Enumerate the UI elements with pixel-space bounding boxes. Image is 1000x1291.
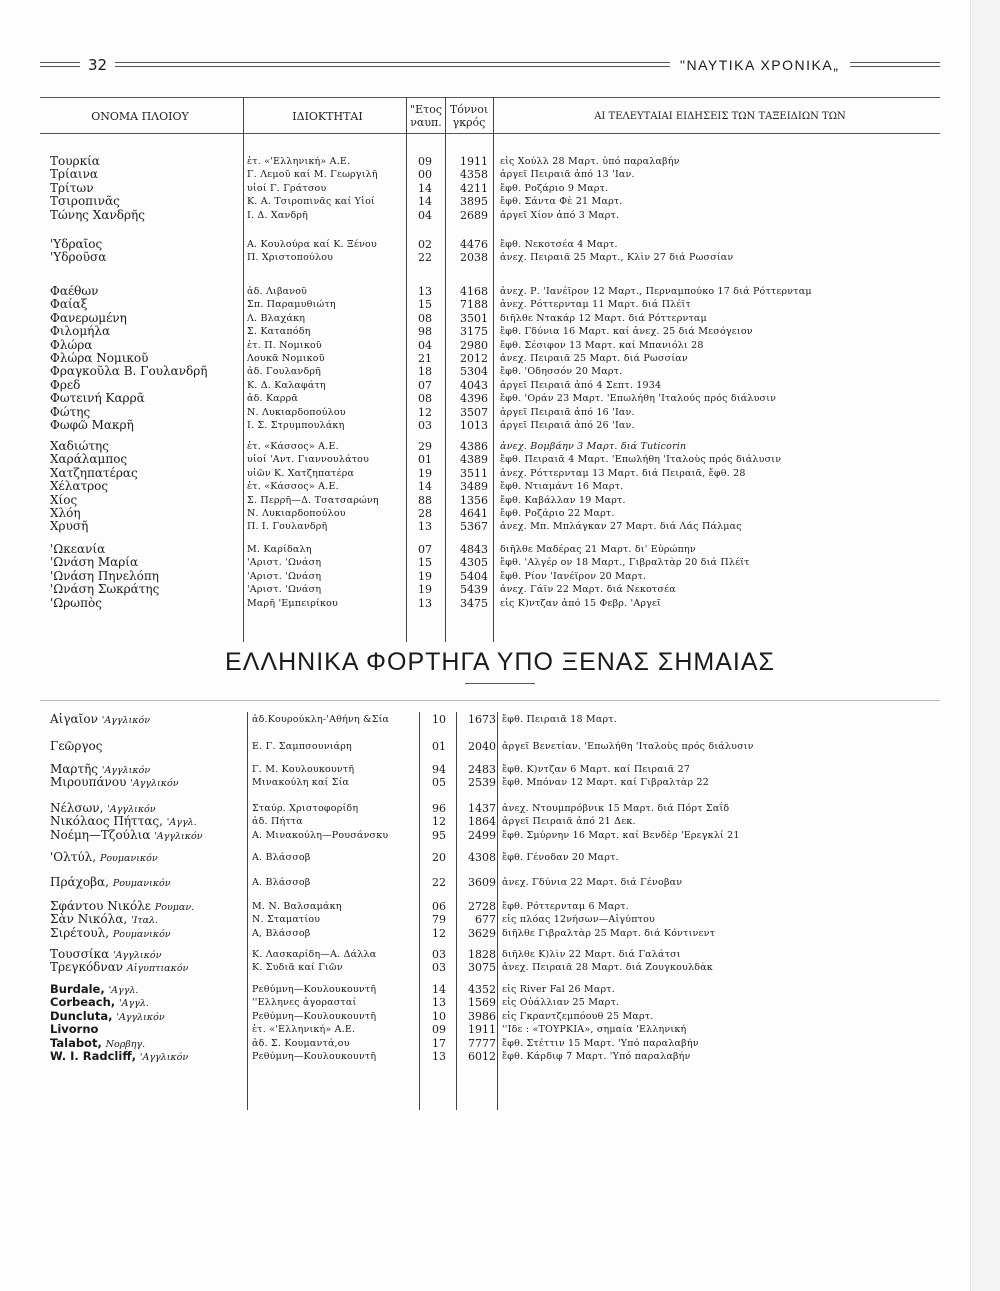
table-row: Φλώρα Νομικοῦ Λουκᾶ Νομικοῦ 21 2012 ἀνεχ. Πειραιᾶ 25 Μαρτ. διά Ρωσσίαν: [50, 351, 688, 365]
table-row: Corbeach, 'Αγγλ. ''Ελληνες ἀγορασταί 13 1569 εἰς Οὐάλλιαν 25 Μαρτ.: [50, 996, 620, 1010]
table-row: Αἰγαῖον 'Αγγλικόν ἀδ.Κουρούκλη-'Αθήνη &Σία 10 1673 ἔφθ. Πειραιᾶ 18 Μαρτ.: [50, 713, 617, 726]
table-row: Νικόλαος Πήττας, 'Αγγλ. ἀδ. Πήττα 12 1864 ἀργεῖ Πειραιᾶ ἀπό 21 Δεκ.: [50, 815, 636, 829]
table-row: Χέλατρος ἑτ. «Κάσσος» Α.Ε. 14 3489 ἔφθ. Ντιαμάντ 16 Μαρτ.: [50, 480, 624, 494]
table-row: Γεῶργος Ε. Γ. Σαμπσουνιάρη 01 2040 ἀργεῖ Βενετίαν. 'Επωλήθη 'Ιταλοὺς πρός διάλυσιν: [50, 740, 754, 753]
table-row: Φαίαξ Σπ. Παραμυθιώτη 15 7188 ἀνεχ. Ρόττερνταμ 11 Μαρτ. διά Πλέϊτ: [50, 298, 691, 312]
table-row: Φωτεινή Καρρᾶ ἀδ. Καρρᾶ 08 4396 ἔφθ. 'Οράν 23 Μαρτ. 'Επωλήθη 'Ιταλούς πρός διάλυσιν: [50, 392, 777, 406]
table-row: Μαρτῆς 'Αγγλικόν Γ. Μ. Κουλουκουντῆ 94 2483 ἔφθ. Κ)ντζαν 6 Μαρτ. καί Πειραιᾶ 27: [50, 763, 691, 776]
foreign-group-o: [0, 851, 1000, 864]
col-header-name: ΟΝΟΜΑ ΠΛΟΙΟΥ: [91, 110, 189, 123]
ship-group-ch: [0, 440, 1000, 534]
table-row: 'Υδραῖος Α. Κουλούρα καί Κ. Ξένου 02 4476 ἔφθ. Νεκοτσέα 4 Μαρτ.: [50, 238, 618, 251]
foreign-group-n: [0, 802, 1000, 842]
table-row: Τρίαινα Γ. Λεμοῦ καί Μ. Γεωργιλῆ 00 4358 ἀργεῖ Πειραιᾶ ἀπό 13 'Ιαν.: [50, 168, 635, 182]
title-underline: [465, 683, 535, 684]
table-row: 'Ωνάση Μαρία 'Αριστ. 'Ωνάση 15 4305 ἔφθ. 'Αλγέρ ον 18 Μαρτ., Γιβραλτὰρ 20 διά Πλέϊτ: [50, 556, 750, 570]
table-row: Χαράλαμπος υἱοί 'Αντ. Γιαννουλάτου 01 4389 ἔφθ. Πειραιᾶ 4 Μαρτ. 'Επωλήθη 'Ιταλοὺς πρός διάλυσιν: [50, 453, 782, 467]
col-header-tons: Τόννοι γκρός: [449, 103, 489, 129]
table-row: Μιρουπάνου 'Αγγλικόν Μινακούλη καί Σία 05 2539 ἔφθ. Μπόναν 12 Μαρτ. καί Γιβραλτὰρ 22: [50, 776, 710, 790]
page-number: 32: [88, 56, 108, 74]
table-row: Duncluta, 'Αγγλικόν Ρεθύμνη—Κουλουκουντῆ 10 3986 εἰς Γκραντζεμπόουθ 25 Μαρτ.: [50, 1009, 654, 1023]
ship-group-t: [0, 155, 1000, 222]
foreign-group-p: [0, 876, 1000, 889]
table-row: Φώτης Ν. Λυκιαρδοπούλου 12 3507 ἀργεῖ Πειραιᾶ ἀπό 16 'Ιαν.: [50, 405, 635, 419]
table-row: Σὰν Νικόλα, 'Ιταλ. Ν. Σταματίου 79 677 εἰς πλόας 12νήσων—Αἰγύπτου: [50, 913, 656, 927]
table-row: Burdale, 'Αγγλ. Ρεθύμνη—Κουλουκουντῆ 14 4352 εἰς River Fal 26 Μαρτ.: [50, 983, 615, 996]
table-row: 'Ωνάση Πηνελόπη 'Αριστ. 'Ωνάση 19 5404 ἔφθ. Ρίον 'Ιανέϊρον 20 Μαρτ.: [50, 569, 647, 583]
ship-group-f: [0, 285, 1000, 432]
table-row: W. I. Radcliff, 'Αγγλικόν Ρεθύμνη—Κουλουκουντῆ 13 6012 ἔφθ. Κάρδιφ 7 Μαρτ. 'Υπό παραλαβήν: [50, 1049, 691, 1063]
header-rule-center: [115, 62, 670, 67]
table-row: Τσιροπινᾶς Κ. Α. Τσιροπινᾶς καί Υἱοί 14 3895 ἔφθ. Σάντα Φὲ 21 Μαρτ.: [50, 195, 623, 209]
table-row: Φωφῶ Μακρῆ Ι. Σ. Στρυμπουλάκη 03 1013 ἀργεῖ Πειραιᾶ ἀπό 26 'Ιαν.: [50, 418, 635, 432]
foreign-group-g: [0, 740, 1000, 753]
table-row: Χαδιώτης ἑτ. «Κάσσος» Α.Ε. 29 4386 ἀνεχ. Βομβάην 3 Μαρτ. διά Tuticorin: [50, 440, 687, 453]
table-row: Φανερωμένη Λ. Βλαχάκη 08 3501 διῆλθε Ντακάρ 12 Μαρτ. διά Ρόττερνταμ: [50, 311, 707, 325]
table-row: Χατζηπατέρας υἱῶν Κ. Χατζηπατέρα 19 3511 ἀνεχ. Ρόττερνταμ 13 Μαρτ. διά Πειραιᾶ, ἔφθ. 28: [50, 466, 746, 480]
foreign-group-m: [0, 763, 1000, 790]
foreign-group-a: [0, 713, 1000, 726]
foreign-group-t: [0, 948, 1000, 975]
table-row: Talabot, Νορβηγ. ἀδ. Σ. Κουμαντά,ου 17 7777 ἔφθ. Στέττιν 15 Μαρτ. 'Υπό παραλαβήν: [50, 1036, 699, 1050]
table-row: Φραγκοῦλα Β. Γουλανδρῆ ἀδ. Γουλανδρῆ 18 5304 ἔφθ. 'Οδησσόν 20 Μαρτ.: [50, 365, 623, 379]
table-row: Σφάντου Νικόλε Ρουμαν. Μ. Ν. Βαλσαμάκη 06 2728 ἔφθ. Ρόττερνταμ 6 Μαρτ.: [50, 900, 629, 913]
header-rule-right: [850, 62, 940, 67]
foreign-group-s: [0, 900, 1000, 940]
col-header-year: "Ετος ναυπ.: [410, 103, 442, 129]
table-row: Τουσσίκα 'Αγγλικόν Κ. Λασκαρίδη—Α. Δάλλα 03 1828 διῆλθε Κ)λὶν 22 Μαρτ. διά Γαλάτσι: [50, 948, 681, 961]
table-row: Νέλσων, 'Αγγλικόν Σταύρ. Χριστοφορίδη 96 1437 ἀνεχ. Ντουμπρόβνικ 15 Μαρτ. διά Πόρτ Σαΐδ: [50, 802, 730, 815]
table-row: Τώνης Χανδρῆς Ι. Δ. Χανδρῆ 04 2689 ἀργεῖ Χίον ἀπό 3 Μαρτ.: [50, 208, 620, 222]
table-row: Τρεγκόδναν Αἰγυπτιακόν Κ. Συδιᾶ καί Γιῶν 03 3075 ἀνεχ. Πειραιᾶ 28 Μαρτ. διά Ζουγκουλδὰκ: [50, 961, 713, 975]
header-rule-left-double: [40, 62, 80, 67]
table-row: Φαέθων ἀδ. Λιβανοῦ 13 4168 ἀνεχ. Ρ. 'Ιανέϊρον 12 Μαρτ., Περναμπούκο 17 διά Ρόττερνταμ: [50, 285, 812, 298]
table-row: 'Ολτύλ, Ρουμανικόν Α. Βλάσσοβ 20 4308 ἔφθ. Γένοδαν 20 Μαρτ.: [50, 851, 619, 864]
table-row: Χλόη Ν. Λυκιαρδοπούλου 28 4641 ἔφθ. Ροζάριο 22 Μαρτ.: [50, 506, 615, 520]
table-row: 'Ωκεανία Μ. Καρίδαλη 07 4843 διῆλθε Μαδέρας 21 Μαρτ. δι' Εὐρώπην: [50, 543, 696, 556]
table-row: 'Ωρωπὸς Μαρῆ 'Εμπειρίκου 13 3475 εἰς Κ)ντζαν ἀπό 15 Φεβρ. 'Αργεῖ: [50, 596, 662, 610]
table-row: 'Υδροῦσα Π. Χριστοπούλου 22 2038 ἀνεχ. Πειραιᾶ 25 Μαρτ., Κλὶν 27 διά Ρωσσίαν: [50, 251, 734, 265]
table-row: 'Ωνάση Σωκράτης 'Αριστ. 'Ωνάση 19 5439 ἀνεχ. Γάϊν 22 Μαρτ. διά Νεκοτσέα: [50, 583, 676, 597]
journal-title: "ΝΑΥΤΙΚΑ ΧΡΟΝΙΚΑ„: [680, 57, 840, 73]
table-row: Φλώρα ἑτ. Π. Νομικοῦ 04 2980 ἔφθ. Σέσιφον 13 Μαρτ. καί Μπανιόλι 28: [50, 338, 704, 352]
table-row: Σιρέτουλ, Ρουμανικόν Α, Βλάσσοβ 12 3629 διῆλθε Γιβραλτὰρ 25 Μαρτ. διά Κόντινεντ: [50, 926, 716, 940]
table-row: Φρεδ Κ. Δ. Καλαφάτη 07 4043 ἀργεῖ Πειραιᾶ ἀπό 4 Σεπτ. 1934: [50, 378, 662, 392]
col-header-news: ΑΙ ΤΕΛΕΥΤΑΙΑΙ ΕΙΔΗΣΕΙΣ ΤΩΝ ΤΑΞΕΙΔΙΩΝ ΤΩΝ: [594, 111, 846, 122]
table-row: Τρίτων υἱοί Γ. Γράτσου 14 4211 ἔφθ. Ροζάριο 9 Μαρτ.: [50, 181, 609, 195]
table-row: Χρυσῆ Π. Ι. Γουλανδρῆ 13 5367 ἀνεχ. Μπ. Μπλάγκαν 27 Μαρτ. διά Λάς Πάλμας: [50, 520, 742, 534]
foreign-group-latin: [0, 983, 1000, 1063]
table-row: Χίος Σ. Περρῆ—Δ. Τσατσαρώνη 88 1356 ἔφθ. Καβάλλαν 19 Μαρτ.: [50, 493, 626, 507]
table-row: Τουρκία ἑτ. «'Ελληνική» Α.Ε. 09 1911 εἰς Χούλλ 28 Μαρτ. ὑπό παραλαβήν: [50, 155, 680, 168]
col-header-owners: ΙΔΙΟΚΤΗΤΑΙ: [292, 110, 363, 123]
table-row: Πράχοβα, Ρουμανικόν Α. Βλάσσοβ 22 3609 ἀνεχ. Γδύνια 22 Μαρτ. διά Γένοβαν: [50, 876, 683, 889]
ship-group-y: [0, 238, 1000, 265]
section-title-foreign-flags: ΕΛΛΗΝΙΚΑ ΦΟΡΤΗΓΑ ΥΠΟ ΞΕΝΑΣ ΣΗΜΑΙΑΣ: [225, 648, 775, 676]
table-row: Νοέμη—Τζούλια 'Αγγλικόν Α. Μινακούλη—Ρουσάνσκυ 95 2499 ἔφθ. Σμύρνην 16 Μαρτ. καί Βενδὲρ 'Ερεγκλί 21: [50, 828, 740, 842]
table-row: Livorno ἑτ. «'Ελληνική» Α.Ε. 09 1911 ''Ιδε : «ΤΟΥΡΚΙΑ», σημαία 'Ελληνική: [50, 1023, 687, 1037]
table-row: Φιλομήλα Σ. Καταπόδη 98 3175 ἔφθ. Γδύνια 16 Μαρτ. καί ἀνεχ. 25 διά Μεσόγειον: [50, 325, 753, 339]
section2-top-rule: [40, 700, 940, 701]
table-header-rule: [40, 133, 940, 134]
table-top-rule: [40, 97, 940, 98]
ship-group-o: [0, 543, 1000, 610]
